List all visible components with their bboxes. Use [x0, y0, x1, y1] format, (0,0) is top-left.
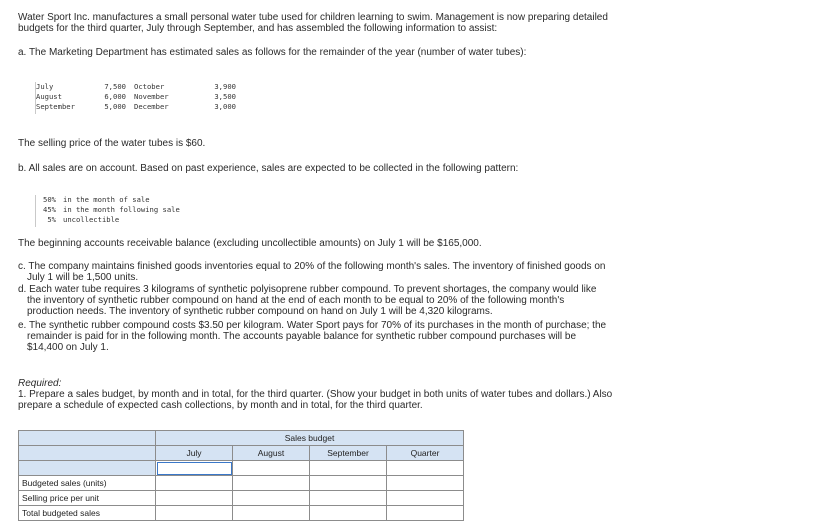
total-sales-july-input[interactable] — [156, 506, 233, 521]
column-header-quarter: Quarter — [387, 446, 464, 461]
required-line-1: 1. Prepare a sales budget, by month and in total, for the third quarter. (Show your budget in both units of water tubes and dollars.) Also — [18, 389, 613, 400]
month-label: July — [36, 82, 54, 91]
item-c-line-2: July 1 will be 1,500 units. — [27, 272, 139, 283]
item-d — [18, 284, 596, 317]
corner-cell — [19, 431, 156, 446]
item-d-line-2: the inventory of synthetic rubber compound on hand at the end of each month to be equal to 20% of the following month's — [27, 295, 565, 306]
collection-row — [36, 205, 211, 215]
collection-row — [36, 195, 211, 205]
budgeted-sales-july-input[interactable] — [156, 476, 233, 491]
selling-price-august-input[interactable] — [233, 491, 310, 506]
budgeted-sales-quarter-input[interactable] — [387, 476, 464, 491]
month-value: 3,000 — [214, 102, 236, 111]
item-e-line-2: remainder is paid for in the following month. The accounts payable balance for synthetic rubber compound purchases will be — [27, 331, 577, 342]
row-label-total-budgeted-sales: Total budgeted sales — [19, 506, 156, 521]
spacer-cell — [19, 461, 156, 476]
spacer-input-july[interactable] — [156, 461, 233, 476]
item-d-line-3: production needs. The inventory of synthetic rubber compound on hand on July 1 will be 4,320 kilograms. — [27, 306, 493, 317]
item-e-line-3: $14,400 on July 1. — [27, 342, 109, 353]
total-sales-september-input[interactable] — [310, 506, 387, 521]
sales-estimate-row — [36, 102, 248, 112]
collection-percent: 45% — [43, 205, 56, 214]
table-row — [19, 491, 464, 506]
corner-cell — [19, 446, 156, 461]
table-row — [19, 476, 464, 491]
required-label: Required: — [18, 378, 62, 389]
table-row — [19, 506, 464, 521]
sales-estimate-table — [35, 82, 248, 114]
collection-percent: 50% — [43, 195, 56, 204]
selling-price-september-input[interactable] — [310, 491, 387, 506]
spacer-input-quarter[interactable] — [387, 461, 464, 476]
selling-price-quarter-input[interactable] — [387, 491, 464, 506]
sales-estimate-row — [36, 92, 248, 102]
column-header-july: July — [156, 446, 233, 461]
collection-pattern-table — [35, 195, 211, 227]
intro-line-2: budgets for the third quarter, July through September, and has assembled the following information to assist: — [18, 23, 498, 34]
month-value: 7,500 — [104, 82, 126, 91]
month-value: 6,000 — [104, 92, 126, 101]
month-label: November — [134, 92, 169, 101]
collection-text: uncollectible — [63, 215, 120, 224]
item-e-line-1: e. The synthetic rubber compound costs $3.50 per kilogram. Water Sport pays for 70% of its purchases in the month of purchase; the — [18, 320, 607, 331]
selling-price-text: The selling price of the water tubes is $60. — [18, 138, 206, 149]
month-value: 3,500 — [214, 92, 236, 101]
month-label: August — [36, 92, 62, 101]
column-header-august: August — [233, 446, 310, 461]
budgeted-sales-september-input[interactable] — [310, 476, 387, 491]
intro-line-1: Water Sport Inc. manufactures a small personal water tube used for children learning to swim. Management is now preparing detailed — [18, 12, 608, 23]
budgeted-sales-august-input[interactable] — [233, 476, 310, 491]
required-line-2: prepare a schedule of expected cash collections, by month and in total, for the third quarter. — [18, 400, 423, 411]
row-label-selling-price: Selling price per unit — [19, 491, 156, 506]
intro-paragraph — [18, 12, 608, 34]
column-header-september: September — [310, 446, 387, 461]
budget-title: Sales budget — [156, 431, 464, 446]
item-c-line-1: c. The company maintains finished goods inventories equal to 20% of the following month's sales. The inventory of finished goods on — [18, 261, 606, 272]
spacer-input-august[interactable] — [233, 461, 310, 476]
collection-percent: 5% — [47, 215, 56, 224]
month-label: October — [134, 82, 165, 91]
month-value: 3,900 — [214, 82, 236, 91]
required-item-1 — [18, 389, 648, 411]
spacer-input-september[interactable] — [310, 461, 387, 476]
selling-price-july-input[interactable] — [156, 491, 233, 506]
total-sales-quarter-input[interactable] — [387, 506, 464, 521]
ar-balance-text: The beginning accounts receivable balance (excluding uncollectible amounts) on July 1 will be $165,000. — [18, 238, 482, 249]
item-e — [18, 320, 606, 353]
item-a: a. The Marketing Department has estimated sales as follows for the remainder of the year (number of water tubes): — [18, 47, 527, 58]
item-b: b. All sales are on account. Based on past experience, sales are expected to be collected in the following pattern: — [18, 163, 519, 174]
month-value: 5,000 — [104, 102, 126, 111]
total-sales-august-input[interactable] — [233, 506, 310, 521]
collection-text: in the month of sale — [63, 195, 150, 204]
row-label-budgeted-sales-units: Budgeted sales (units) — [19, 476, 156, 491]
item-c — [18, 261, 605, 283]
item-d-line-1: d. Each water tube requires 3 kilograms of synthetic polyisoprene rubber compound. To prevent shortages, the company would like — [18, 284, 597, 295]
collection-row — [36, 215, 211, 225]
month-label: December — [134, 102, 169, 111]
collection-text: in the month following sale — [63, 205, 180, 214]
sales-budget-table — [18, 430, 464, 521]
sales-estimate-row — [36, 82, 248, 92]
month-label: September — [36, 102, 75, 111]
